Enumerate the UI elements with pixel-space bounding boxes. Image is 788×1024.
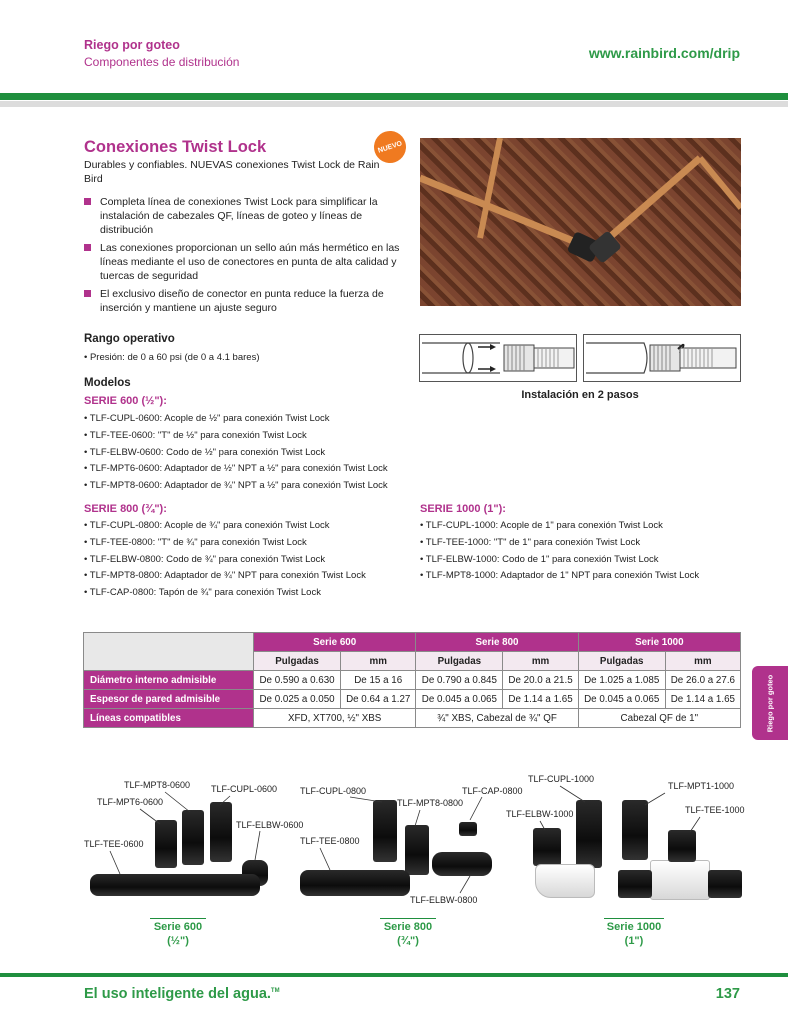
- series-caption-name: Serie 600: [153, 921, 203, 933]
- label-tlf-elbw-1000: TLF-ELBW-1000: [506, 809, 574, 819]
- series-600-heading: SERIE 600 (½"):: [84, 395, 167, 407]
- footer-tagline-text: El uso inteligente del agua.: [84, 986, 271, 1002]
- table-cell: XFD, XT700, ½" XBS: [254, 709, 416, 728]
- insert-arrow-icon: [420, 335, 576, 381]
- product-title: Conexiones Twist Lock: [84, 138, 267, 156]
- table-cell: De 0.64 a 1.27: [341, 690, 416, 709]
- table-cell: De 0.045 a 0.065: [416, 690, 503, 709]
- table-row-label: Líneas compatibles: [84, 709, 254, 728]
- label-tlf-tee-1000: TLF-TEE-1000: [685, 805, 745, 815]
- series-600-list: [84, 411, 388, 495]
- table-unit: Pulgadas: [416, 652, 503, 671]
- label-tlf-mpt6-0600: TLF-MPT6-0600: [97, 797, 164, 807]
- series-caption-name: Serie 800: [383, 921, 433, 933]
- feature-item: [84, 195, 404, 237]
- feature-text: Las conexiones proporcionan un sello aún más hermético en las líneas mediante el uso de conectores en punta de alta calidad y tuercas de seguridad: [100, 242, 400, 282]
- table-header-series: Serie 1000: [578, 633, 740, 652]
- series-caption-name: Serie 1000: [606, 921, 662, 933]
- table-unit: mm: [503, 652, 578, 671]
- spec-table: [83, 632, 741, 728]
- fitting-tee-0600: [90, 874, 260, 896]
- bullet-square-icon: [84, 198, 91, 205]
- side-tab[interactable]: [752, 666, 788, 740]
- model-item: • TLF-MPT8-1000: Adaptador de 1" NPT para conexión Twist Lock: [420, 570, 700, 582]
- bullet-square-icon: [84, 290, 91, 297]
- series-1000-heading: SERIE 1000 (1"):: [420, 503, 506, 515]
- series-800-rule: [380, 918, 436, 919]
- table-unit: mm: [341, 652, 416, 671]
- series-1000-rule: [604, 918, 664, 919]
- fitting-mpt8-0600: [182, 810, 204, 865]
- table-row: [84, 690, 741, 709]
- drip-line-photo-icon: [420, 138, 741, 306]
- series-caption-size: (¾"): [397, 935, 419, 947]
- table-cell: ¾" XBS, Cabezal de ¾" QF: [416, 709, 578, 728]
- table-header-series: Serie 600: [254, 633, 416, 652]
- feature-text: Completa línea de conexiones Twist Lock para simplificar la instalación de cabezales QF, líneas de goteo y líneas de distribución: [100, 196, 378, 236]
- table-cell: De 0.045 a 0.065: [578, 690, 665, 709]
- model-item: • TLF-MPT6-0600: Adaptador de ½" NPT a ½" para conexión Twist Lock: [84, 463, 388, 475]
- header-category: Riego por goteo: [84, 38, 180, 52]
- model-item: • TLF-CUPL-0600: Acople de ½" para conexión Twist Lock: [84, 413, 330, 424]
- product-photo: [420, 138, 741, 306]
- table-row-label: Diámetro interno admisible: [84, 671, 254, 690]
- table-row: [84, 671, 741, 690]
- fitting-tee-0800: [300, 870, 410, 896]
- label-tlf-cupl-0800: TLF-CUPL-0800: [300, 786, 367, 796]
- series-1000-caption: [594, 920, 674, 948]
- fitting-elbw-1000-nut: [533, 828, 561, 866]
- series-1000-list: [420, 518, 699, 585]
- fitting-cupl-0800: [373, 800, 397, 862]
- operating-range-item: • Presión: de 0 a 60 psi (de 0 a 4.1 bares): [84, 352, 260, 363]
- table-cell: De 1.14 a 1.65: [665, 690, 740, 709]
- label-tlf-tee-0600: TLF-TEE-0600: [84, 839, 144, 849]
- fitting-tee-1000-right: [708, 870, 742, 898]
- series-caption-size: (1"): [624, 935, 644, 947]
- fitting-elbw-0800: [432, 852, 492, 876]
- table-cell: De 26.0 a 27.6: [665, 671, 740, 690]
- series-800-caption: [370, 920, 446, 948]
- model-item: • TLF-TEE-1000: "T" de 1" para conexión Twist Lock: [420, 536, 641, 548]
- twist-arrow-icon: [584, 335, 740, 381]
- fitting-tee-1000-left: [618, 870, 652, 898]
- table-cell: De 0.025 a 0.050: [254, 690, 341, 709]
- model-item: • TLF-ELBW-1000: Codo de 1" para conexión Twist Lock: [420, 553, 659, 565]
- page-number: 137: [715, 986, 740, 1002]
- model-item: • TLF-MPT8-0800: Adaptador de ¾" NPT para conexión Twist Lock: [84, 570, 366, 582]
- series-800-heading: SERIE 800 (¾"):: [84, 503, 167, 515]
- fitting-cupl-1000: [576, 800, 602, 868]
- models-title: Modelos: [84, 377, 131, 389]
- fitting-mpt6-0600: [155, 820, 177, 868]
- product-intro: Durables y confiables. NUEVAS conexiones Twist Lock de Rain Bird: [84, 159, 380, 185]
- label-tlf-elbw-0600: TLF-ELBW-0600: [236, 820, 304, 830]
- model-item: • TLF-TEE-0600: "T" de ½" para conexión Twist Lock: [84, 429, 307, 441]
- install-step-1-diagram: [419, 334, 577, 382]
- feature-item: [84, 241, 404, 283]
- series-600-caption: [140, 920, 216, 948]
- fitting-tee-1000-body: [650, 860, 710, 900]
- footer-tagline: [84, 986, 280, 1002]
- header-subcategory: Componentes de distribución: [84, 55, 240, 69]
- table-unit: Pulgadas: [254, 652, 341, 671]
- new-badge: NUEVO: [370, 127, 410, 167]
- table-row: [84, 633, 741, 652]
- fitting-mpt1-1000: [622, 800, 648, 860]
- feature-text: El exclusivo diseño de conector en punta reduce la fuerza de inserción y mantiene un ajuste seguro: [100, 288, 384, 314]
- trademark-mark: TM: [270, 988, 280, 995]
- fitting-mpt8-0800: [405, 825, 429, 875]
- series-800-list: [84, 518, 366, 602]
- model-item: • TLF-MPT8-0600: Adaptador de ¾" NPT a ½" para conexión Twist Lock: [84, 480, 388, 492]
- table-unit: mm: [665, 652, 740, 671]
- table-cell: De 20.0 a 21.5: [503, 671, 578, 690]
- table-row-label: Espesor de pared admisible: [84, 690, 254, 709]
- table-unit: Pulgadas: [578, 652, 665, 671]
- footer-divider: [0, 973, 788, 977]
- header-url[interactable]: www.rainbird.com/drip: [588, 45, 740, 61]
- model-item: • TLF-CUPL-1000: Acople de 1" para conexión Twist Lock: [420, 520, 663, 531]
- table-cell: De 1.025 a 1.085: [578, 671, 665, 690]
- feature-item: [84, 287, 404, 315]
- model-item: • TLF-TEE-0800: "T" de ¾" para conexión Twist Lock: [84, 536, 307, 548]
- fitting-tee-1000-top: [668, 830, 696, 862]
- model-item: • TLF-ELBW-0600: Codo de ½" para conexión Twist Lock: [84, 446, 326, 458]
- table-cell: Cabezal QF de 1": [578, 709, 740, 728]
- label-tlf-cupl-0600: TLF-CUPL-0600: [211, 784, 278, 794]
- label-tlf-mpt1-1000: TLF-MPT1-1000: [668, 781, 735, 791]
- bullet-square-icon: [84, 244, 91, 251]
- label-tlf-elbw-0800: TLF-ELBW-0800: [410, 895, 478, 905]
- header-divider: [0, 93, 788, 100]
- install-step-2-diagram: [583, 334, 741, 382]
- table-header-series: Serie 800: [416, 633, 578, 652]
- label-tlf-tee-0800: TLF-TEE-0800: [300, 836, 360, 846]
- table-cell: De 0.590 a 0.630: [254, 671, 341, 690]
- table-cell: De 0.790 a 0.845: [416, 671, 503, 690]
- table-cell: De 15 a 16: [341, 671, 416, 690]
- label-tlf-cupl-1000: TLF-CUPL-1000: [528, 774, 595, 784]
- side-tab-label: Riego por goteo: [765, 674, 775, 732]
- series-600-rule: [150, 918, 206, 919]
- fitting-elbw-1000: [535, 864, 595, 898]
- fitting-cupl-0600: [210, 802, 232, 862]
- table-cell: De 1.14 a 1.65: [503, 690, 578, 709]
- model-item: • TLF-ELBW-0800: Codo de ¾" para conexión Twist Lock: [84, 553, 326, 565]
- header-divider-shadow: [0, 101, 788, 107]
- label-tlf-mpt8-0800: TLF-MPT8-0800: [397, 798, 464, 808]
- table-row: [84, 709, 741, 728]
- series-caption-size: (½"): [167, 935, 189, 947]
- label-tlf-cap-0800: TLF-CAP-0800: [462, 786, 523, 796]
- table-corner: [84, 633, 254, 671]
- feature-list: [84, 195, 404, 319]
- operating-range-title: Rango operativo: [84, 333, 175, 345]
- fitting-cap-0800: [459, 822, 477, 836]
- install-caption: Instalación en 2 pasos: [521, 389, 639, 401]
- model-item: • TLF-CUPL-0800: Acople de ¾" para conexión Twist Lock: [84, 520, 330, 531]
- model-item: • TLF-CAP-0800: Tapón de ¾" para conexión Twist Lock: [84, 587, 321, 599]
- label-tlf-mpt8-0600: TLF-MPT8-0600: [124, 780, 191, 790]
